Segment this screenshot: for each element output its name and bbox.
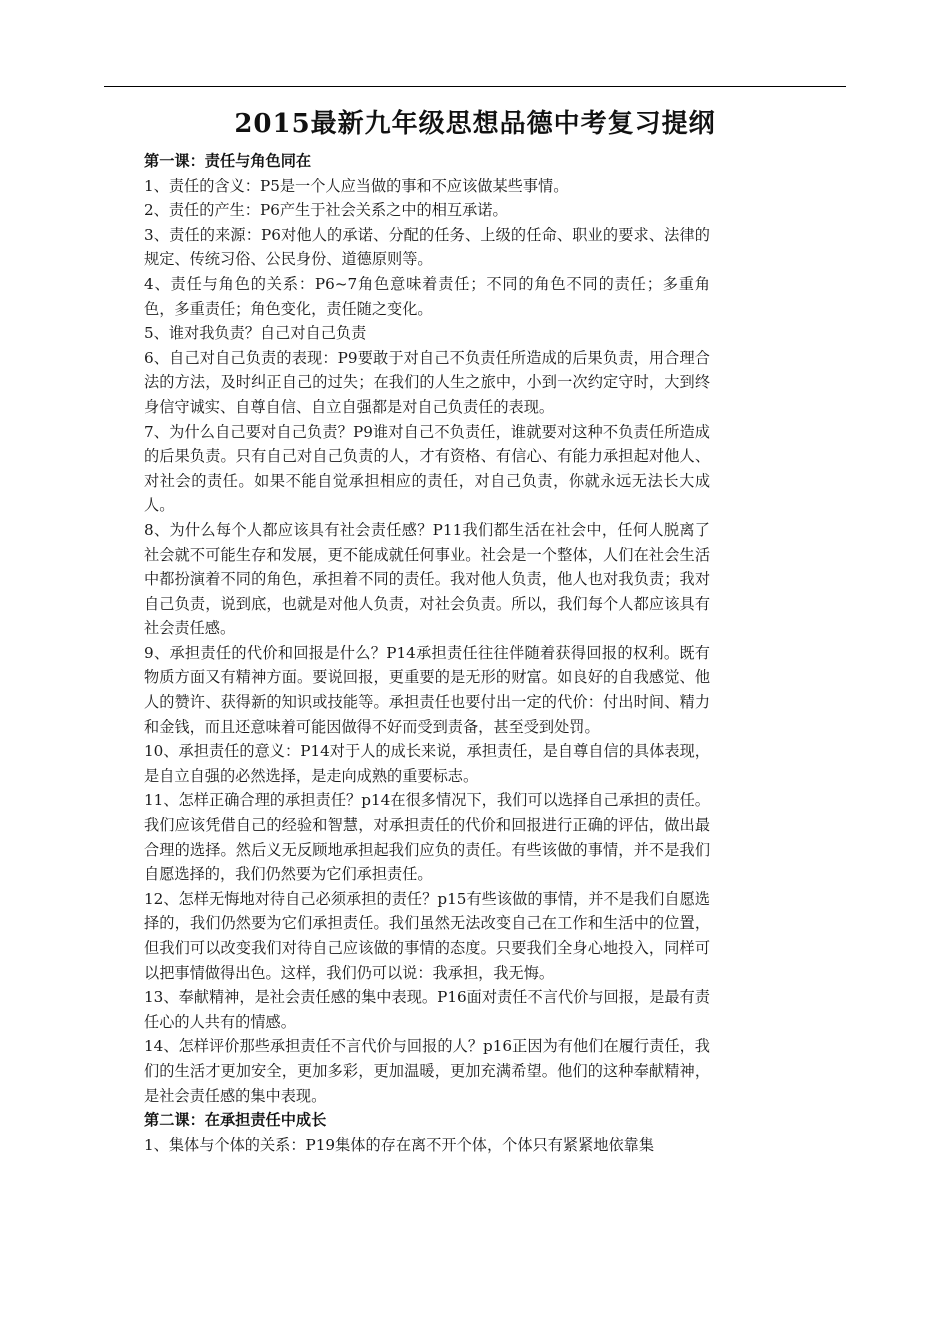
lesson-1-item-13: 13、奉献精神，是社会责任感的集中表现。P16面对责任不言代价与回报，是最有责任心的人共有的情感。	[144, 988, 710, 1031]
lesson-1-item-6: 6、自己对自己负责的表现：P9要敢于对自己不负责任所造成的后果负责，用合理合法的方法，及时纠正自己的过失；在我们的人生之旅中，小到一次约定守时，大到终身信守诚实、自尊自信、自立自强都是对自己负责任的表现。	[144, 348, 710, 416]
lesson-2-heading: 第二课：在承担责任中成长	[144, 1111, 327, 1130]
lesson-1-item-2: 2、责任的产生：P6产生于社会关系之中的相互承诺。	[144, 201, 508, 220]
top-rule	[104, 86, 846, 87]
document-title: 2015最新九年级思想品德中考复习提纲	[234, 109, 716, 139]
lesson-1-item-14: 14、怎样评价那些承担责任不言代价与回报的人？p16正因为有他们在履行责任，我们的生活才更加安全，更加多彩，更加温暖，更加充满希望。他们的这种奉献精神，是社会责任感的集中表现。	[144, 1037, 710, 1105]
lesson-1-item-1: 1、责任的含义：P5是一个人应当做的事和不应该做某些事情。	[144, 176, 569, 195]
lesson-1-item-7: 7、为什么自己要对自己负责？P9谁对自己不负责任，谁就要对这种不负责任所造成的后果负责。只有自己对自己负责的人，才有资格、有信心、有能力承担起对他人、对社会的责任。如果不能自觉承担相应的责任，对自己负责，你就永远无法长大成人。	[144, 422, 710, 515]
lesson-1-item-3: 3、责任的来源：P6对他人的承诺、分配的任务、上级的任命、职业的要求、法律的规定、传统习俗、公民身份、道德原则等。	[144, 225, 710, 269]
lesson-1-item-4: 4、责任与角色的关系：P6~7角色意味着责任；不同的角色不同的责任；多重角色，多重责任；角色变化，责任随之变化。	[144, 274, 710, 318]
lesson-1-item-10: 10、承担责任的意义：P14对于人的成长来说，承担责任，是自尊自信的具体表现，是自立自强的必然选择，是走向成熟的重要标志。	[144, 742, 710, 785]
lesson-1-item-8: 8、为什么每个人都应该具有社会责任感？P11我们都生活在社会中，任何人脱离了社会就不可能生存和发展，更不能成就任何事业。社会是一个整体，人们在社会生活中都扮演着不同的角色，承担着不同的责任。我对他人负责，他人也对我负责；我对自己负责，说到底，也就是对他人负责，对社会负责。所以，我们每个人都应该具有社会责任感。	[144, 520, 710, 638]
lesson-1-item-5: 5、谁对我负责？自己对自己负责	[144, 324, 367, 343]
lesson-1-item-9: 9、承担责任的代价和回报是什么？P14承担责任往往伴随着获得回报的权利。既有物质方面又有精神方面。要说回报，更重要的是无形的财富。如良好的自我感觉、他人的赞许、获得新的知识或技能等。承担责任也要付出一定的代价：付出时间、精力和金钱，而且还意味着可能因做得不好而受到责备，甚至受到处罚。	[144, 643, 710, 736]
lesson-1-item-12: 12、怎样无悔地对待自己必须承担的责任？p15有些该做的事情，并不是我们自愿选择的，我们仍然要为它们承担责任。我们虽然无法改变自己在工作和生活中的位置，但我们可以改变我们对待自己应该做的事情的态度。只要我们全身心地投入，同样可以把事情做得出色。这样，我们仍可以说：我承担，我无悔。	[144, 889, 710, 982]
lesson-1-item-11: 11、怎样正确合理的承担责任？p14在很多情况下，我们可以选择自己承担的责任。我们应该凭借自己的经验和智慧，对承担责任的代价和回报进行正确的评估，做出最合理的选择。然后义无反顾地承担起我们应负的责任。有些该做的事情，并不是我们自愿选择的，我们仍然要为它们承担责任。	[144, 791, 710, 884]
lesson-2-item-1: 1、集体与个体的关系：P19集体的存在离不开个体，个体只有紧紧地依靠集	[144, 1135, 655, 1154]
lesson-1-heading: 第一课：责任与角色同在	[144, 152, 312, 170]
document-body	[144, 149, 710, 1157]
